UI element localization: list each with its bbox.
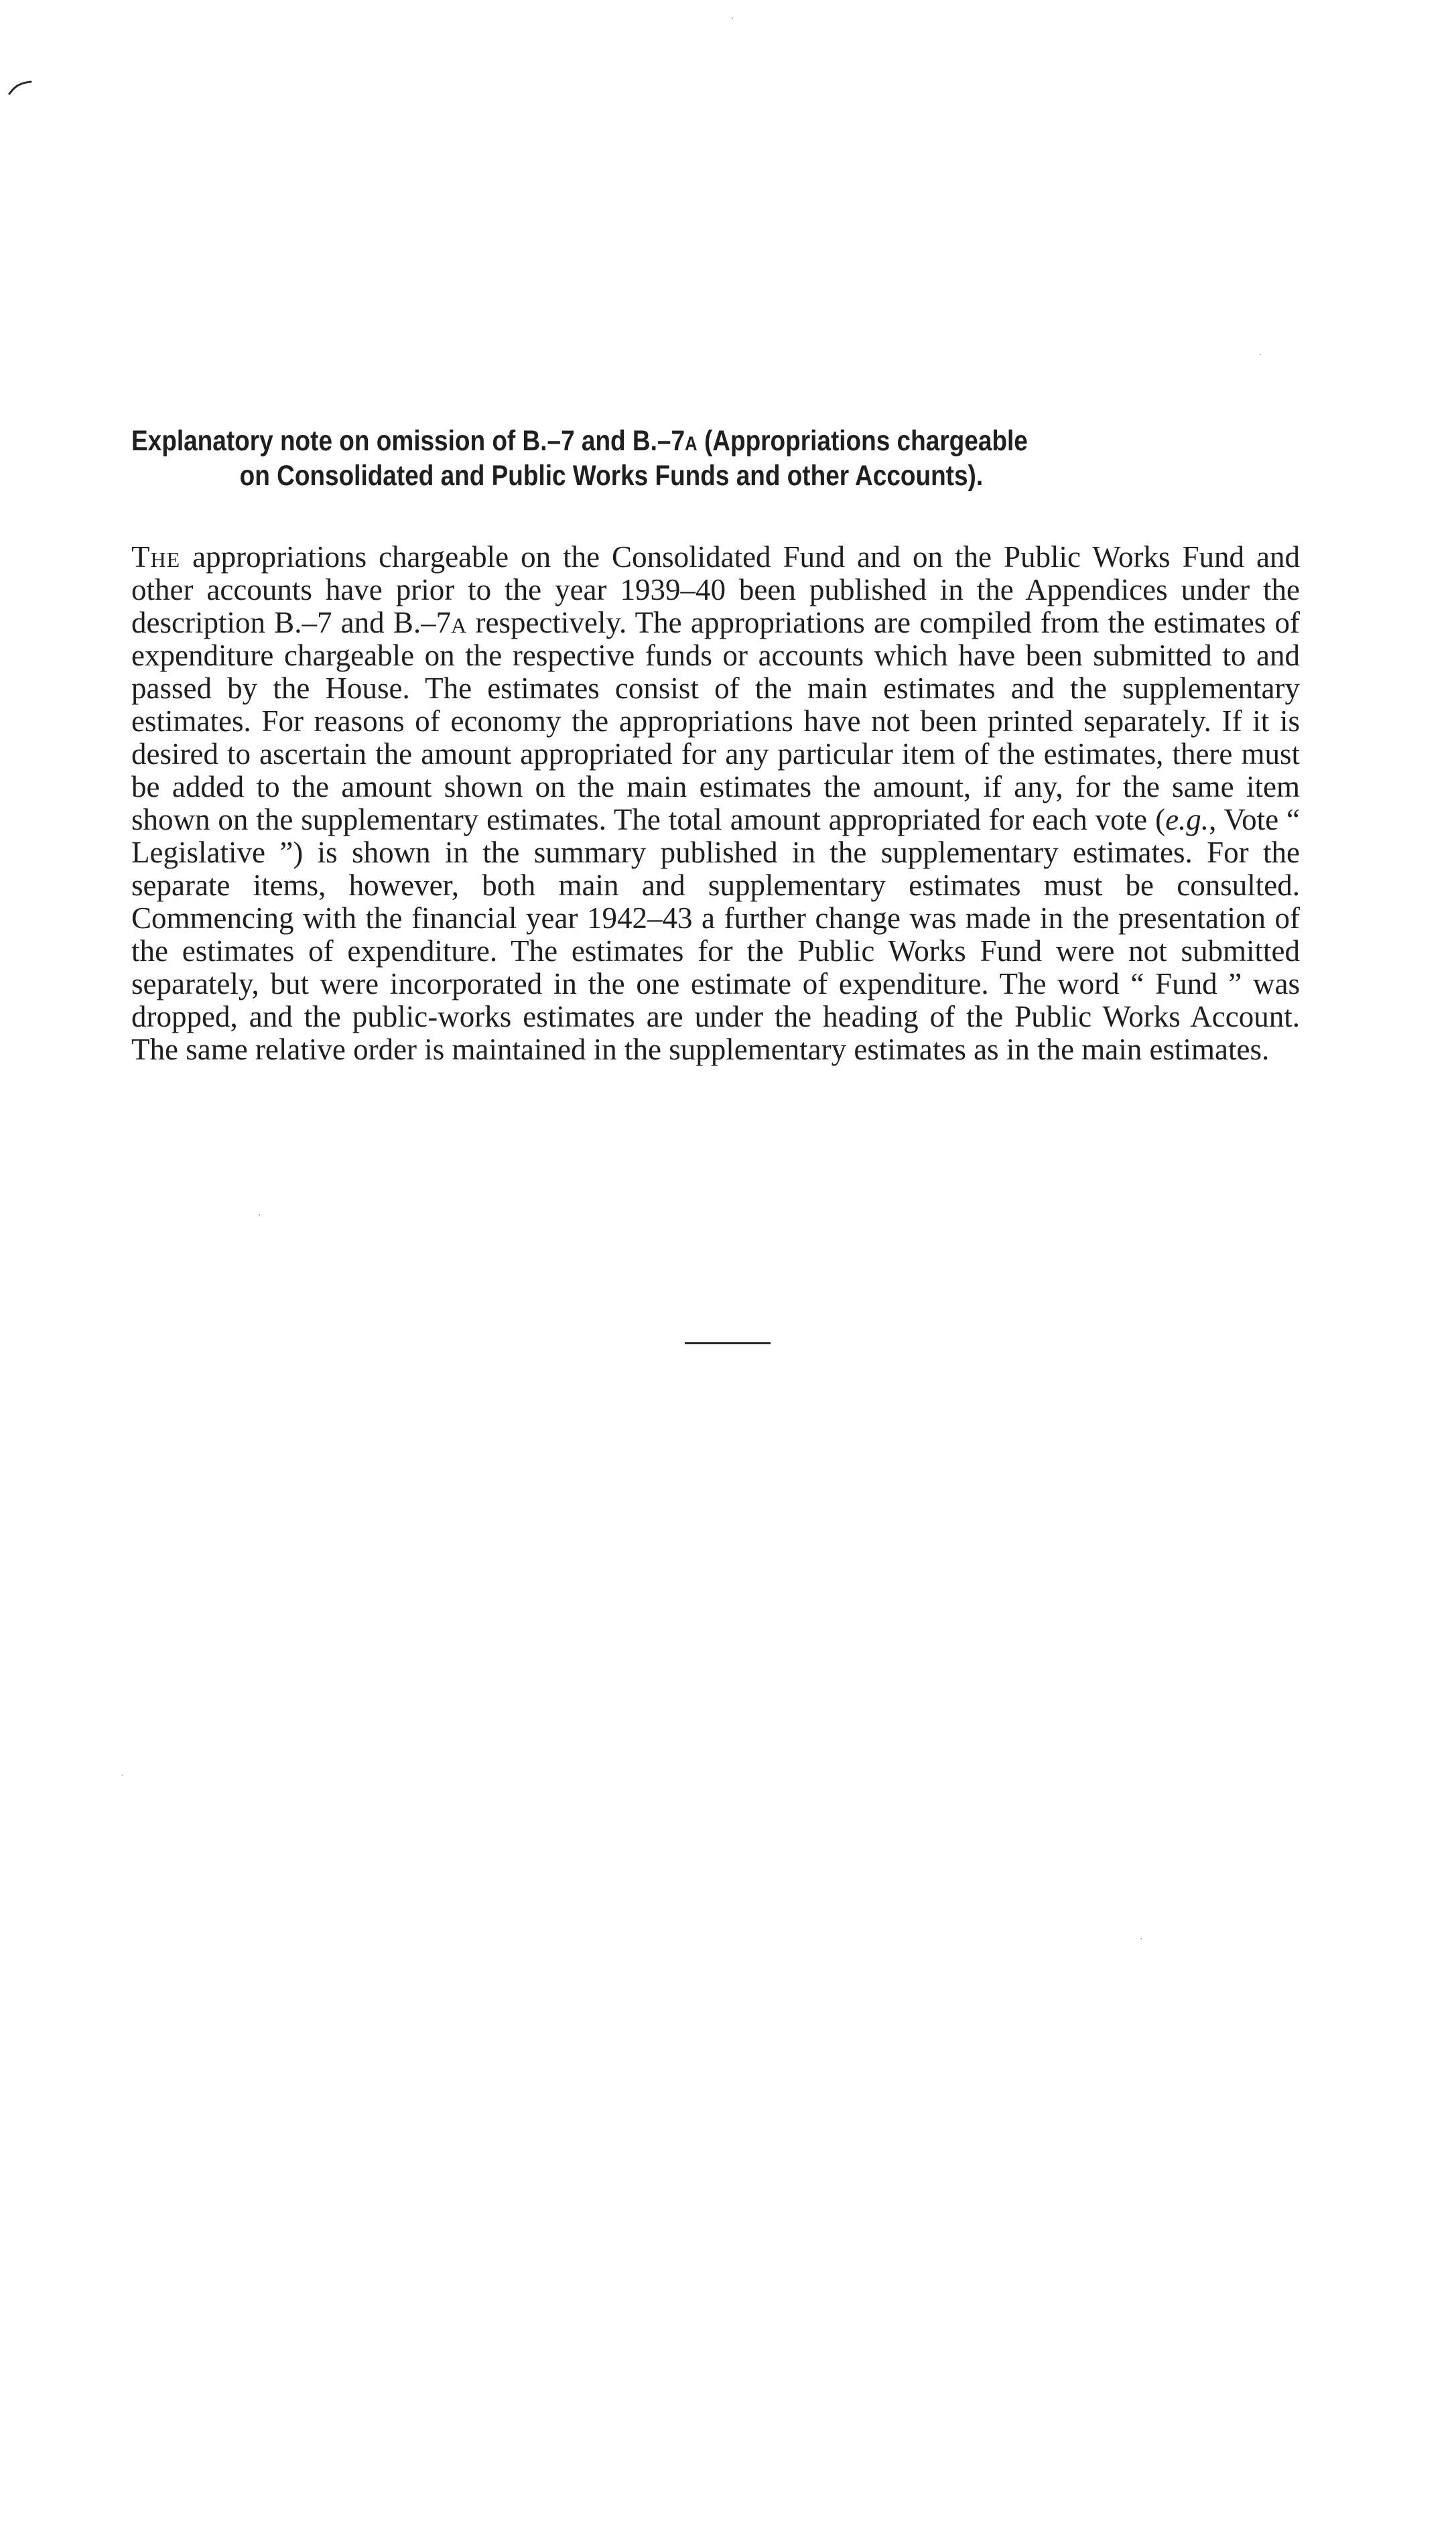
scan-speck xyxy=(1260,354,1261,355)
scan-speck xyxy=(1140,1938,1142,1939)
title-line-1-end: (Appropriations chargeable xyxy=(697,425,1028,457)
body-lead-word: The xyxy=(131,540,181,574)
body-small-caps: a xyxy=(451,606,467,639)
title-line-2: on Consolidated and Public Works Funds and other Accounts). xyxy=(239,460,984,492)
body-text-part-1: appropriations chargeable on the Consolidated Fund and on the Public Works Fund and other accounts have prior to the year 1939–40 been published in the Appendices under the description B.–7 and B.–7 xyxy=(131,540,1300,639)
corner-scan-mark-icon xyxy=(8,79,32,95)
scan-speck xyxy=(122,1774,123,1776)
title-line-1-small-caps: a xyxy=(685,425,698,457)
page-title xyxy=(131,424,1300,493)
body-paragraph xyxy=(131,541,1300,1066)
scan-speck xyxy=(259,1214,260,1216)
body-text-part-2: respectively. The appropriations are compiled from the estimates of expenditure chargeable on the respective funds or accounts which have been submitted to and passed by the House. The estimates consist of the main estimates and the supplementary estimates. For reasons of economy the appropriations have not been printed separately. If it is desired to ascertain the amount appropriated for any particular item of the estimates, there must be added to the amount shown on the main estimates the amount, if any, for the same item shown on the supplementary estimates. The total amount appropriated for each vote ( xyxy=(131,606,1300,836)
title-line-1-text: Explanatory note on omission of B.–7 and B.–7 xyxy=(131,425,685,457)
title-line-1 xyxy=(131,424,1300,458)
section-divider xyxy=(685,1342,771,1344)
scan-speck xyxy=(732,17,733,19)
body-italic-eg: e.g. xyxy=(1165,803,1209,836)
body-text-part-3: , Vote “ Legislative ”) is shown in the summary published in the supplementary estimates. For the separate items, however, both main and supplementary estimates must be consulted. Commencing with the financial year 1942–43 a further change was made in the presentation of the estimates of expenditure. The estimates for the Public Works Fund were not submitted separately, but were incorporated in the one estimate of expenditure. The word “ Fund ” was dropped, and the public-works estimates are under the heading of the Public Works Account. The same relative order is maintained in the supplementary estimates as in the main estimates. xyxy=(131,803,1300,1066)
